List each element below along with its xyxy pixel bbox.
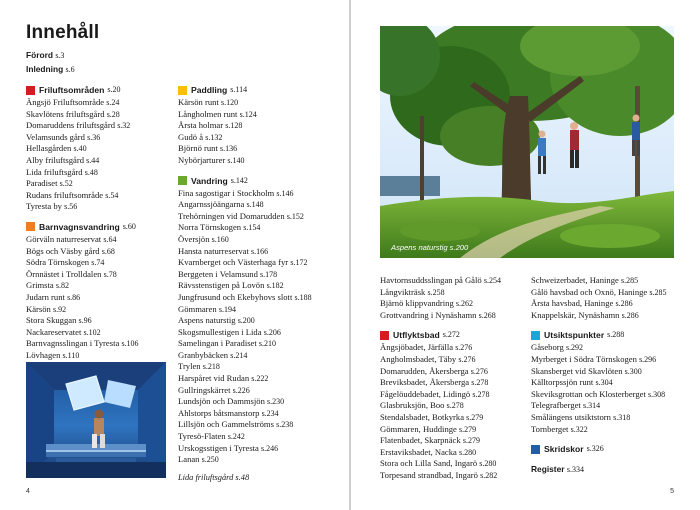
entry-page: s.234 [261,408,279,418]
toc-entry[interactable] [178,109,343,121]
entry-label: Havtornsuddsslingan på Gålö [380,275,482,285]
toc-entry[interactable] [531,275,696,287]
entry-label: Skeviksgrottan och Klosterberget [531,388,646,399]
section-heading-utflyktsbad[interactable] [380,329,540,341]
entry-label: Norra Törnskogen [178,222,242,233]
section-heading-utsiktspunkter[interactable] [531,329,696,341]
section-color-marker [26,222,35,231]
entry-page: s.262 [455,299,474,309]
entry-label: Smålängens utsiktstorn [531,411,611,422]
entry-page: s.206 [263,327,281,337]
entry-page: s.279 [466,412,484,422]
entry-page: s.64 [103,234,117,244]
entry-page: s.278 [471,378,489,388]
entry-label: Inledning [26,63,64,74]
entry-page: s.78 [103,269,117,279]
entry-page: s.210 [258,339,277,349]
toc-entry[interactable] [380,458,540,470]
entry-label: Tyresta by [26,201,62,212]
toc-column-left-2 [178,84,343,484]
entry-page: s.200 [237,316,255,326]
entry-page: s.194 [218,304,236,314]
toc-entry[interactable] [531,400,696,412]
entry-page: s.68 [101,246,115,256]
toc-entry[interactable] [178,419,343,431]
entry-label: Gudö å [178,131,204,142]
entry-page: s.128 [225,121,243,131]
section-page: s.272 [442,330,460,340]
entry-label: Örnnästet i Trolldalen [26,268,102,279]
front-matter [26,49,146,76]
entry-label: Paradiset [26,178,58,189]
entry-page: s.280 [459,447,477,457]
entry-label: Kärsön runt [178,97,219,107]
entry-page: s.56 [64,202,78,212]
entry-label: Breviksbadet, Åkersberga [380,377,470,388]
entry-page: s.148 [246,200,264,210]
toc-entry[interactable] [531,389,696,401]
section-page: s.326 [586,444,604,454]
entry-page: s.152 [286,211,304,221]
toc-entry[interactable] [26,327,176,339]
section-title: Barnvagnsvandring [39,221,120,232]
entry-page: s.276 [470,366,488,376]
toc-entry[interactable] [380,287,540,299]
entry-page: s.40 [73,144,87,154]
entry-page: s.24 [106,98,120,107]
entry-page: s.86 [67,292,81,302]
toc-entry[interactable] [178,304,343,316]
entry-label: Lida friluftsgård [26,166,83,177]
toc-entry[interactable] [26,143,176,155]
toc-entry[interactable] [26,178,176,190]
entry-page: s.222 [251,374,269,384]
toc-entry[interactable] [26,350,176,362]
entry-page: s.154 [243,223,261,233]
toc-entry[interactable] [380,310,540,322]
toc-entry[interactable] [178,257,343,269]
entry-label: Flatenbadet, Skarpnäck [380,435,461,446]
entry-page: s.188 [294,292,312,302]
entry-label: Alby friluftsgård [26,154,84,165]
entry-page: s.120 [220,98,239,107]
entry-label: Lanan [178,454,200,465]
entry-label: Gåseborg [531,342,564,353]
toc-entry[interactable] [26,280,176,292]
entry-label: Fina sagostigar i Stockholm [178,187,275,198]
front-entry-inledning[interactable] [26,63,146,77]
section-color-marker [380,331,389,340]
section-title: Vandring [191,175,228,186]
entry-label: Södra Törnskogen [26,257,90,268]
entry-label: Bjärnö klippvandring [380,298,454,309]
toc-entry[interactable] [531,298,696,310]
toc-entry[interactable] [26,120,176,132]
toc-entry[interactable] [178,269,343,281]
entry-page: s.322 [570,424,588,434]
entry-label: Skavlötens friluftsgård [26,108,105,119]
photo-lida-friluftsgard [26,362,166,478]
entry-page: s.300 [624,366,642,376]
entry-page: s.132 [205,132,223,142]
toc-entry[interactable] [178,211,343,223]
photo-caption: Aspens naturstig s.200 [391,243,469,252]
entry-label: Judarn runt [26,291,65,302]
entry-label: Lundsjön och Dammsjön [178,396,265,407]
entry-label: Tornberget [531,423,569,434]
toc-entry[interactable] [26,304,176,316]
entry-label: Trehörningen vid Domarudden [178,210,285,221]
entry-label: Velamsunds gård [26,131,85,142]
entry-page: s.28 [106,109,120,119]
toc-column-left-1 [26,84,176,361]
entry-page: s.92 [52,304,67,314]
toc-entry[interactable] [26,269,176,281]
entry-page: s.250 [201,455,219,465]
entry-label: Lillsjön och Gammelströms [178,419,274,430]
entry-page: s.48 [84,167,98,177]
front-entry-forord[interactable] [26,49,146,63]
page-number-right: 5 [670,488,674,495]
toc-entry[interactable] [26,257,176,269]
toc-entry[interactable] [531,354,696,366]
toc-entry[interactable] [178,373,343,385]
entry-label: Skogsmullestigen i Lida [178,326,262,337]
entry-label: Skansberget vid Skavlöten [531,365,623,376]
pool-illustration [26,362,166,478]
entry-label: Rudans friluftsområde [26,189,104,200]
toc-entry[interactable] [178,431,343,443]
entry-label: Domaruddens friluftsgård [26,120,116,131]
toc-entry[interactable] [380,366,540,378]
section-heading-skridskor[interactable] [531,443,696,455]
entry-label: Urskogsstigen i Tyresta [178,442,259,453]
toc-entry[interactable] [178,188,343,200]
toc-entry[interactable] [26,167,176,179]
section-heading-vandring[interactable] [178,175,343,187]
entry-label: Ahlstorps båtsmanstorp [178,407,260,418]
toc-entry[interactable] [380,470,540,482]
entry-page: s.285 [649,287,667,297]
entry-page: s.314 [582,401,601,411]
entry-page: s.160 [211,234,229,244]
section-heading-friluftsomraden[interactable] [26,84,176,96]
section-color-marker [26,86,35,95]
entry-label: Årsta havsbad, Haninge [531,298,614,309]
page-number-left: 4 [26,488,30,495]
toc-entry[interactable] [531,412,696,424]
entry-label: Källtorpssjön runt [531,377,594,388]
toc-entry[interactable] [178,396,343,408]
toc-entry[interactable] [380,298,540,310]
entry-page: s.278 [472,389,490,399]
entry-label: Årsta holmar [178,120,224,131]
entry-label: Erstaviksbadet, Nacka [380,446,457,457]
entry-label: Schweizerbadet, Haninge [531,275,619,285]
entry-label: Knappelskär, Nynäshamn [531,309,620,320]
entry-label: Stora Skuggan [26,315,77,326]
toc-entry[interactable] [531,366,696,378]
entry-page: s.166 [251,246,269,256]
section-title: Paddling [191,85,228,95]
toc-entry[interactable] [531,424,696,436]
entry-label: Aspens naturstig [178,315,236,326]
forest-illustration [380,26,674,258]
entry-page: s.36 [87,132,101,142]
entry-label: Angarnssjöängarna [178,199,245,210]
entry-page: s.3 [55,51,65,60]
toc-entry[interactable] [26,315,176,327]
entry-label: Harspåret vid Rudan [178,373,250,384]
entry-label: Kvarnberget och Västerhaga fyr [178,257,289,268]
entry-page: s.258 [427,287,445,297]
entry-label: Berggeten i Velamsund [178,268,258,279]
entry-page: s.246 [261,443,279,453]
toc-entry[interactable] [531,287,696,299]
entry-label: Lövhagen [26,349,61,360]
entry-label: Jungfrusund och Ekebyhovs slott [178,291,293,302]
entry-page: s.282 [480,470,498,480]
entry-label: Glasbruksjön, Boo [380,400,445,411]
section-heading-paddling[interactable] [178,84,343,96]
entry-label: Ängsjöbadet, Järfälla [380,342,454,353]
toc-entry[interactable] [178,97,343,109]
entry-label: Stendalsbadet, Botkyrka [380,411,465,422]
entry-page: s.276 [458,354,476,364]
toc-entry[interactable] [380,377,540,389]
page-title: Innehåll [26,22,100,43]
left-page [0,0,349,510]
section-heading-barnvagnsvandring[interactable] [26,221,176,233]
section-color-marker [178,86,187,95]
entry-page: s.54 [105,190,119,200]
entry-page: s.218 [202,362,220,372]
entry-page: s.172 [290,258,308,268]
entry-label: Gömmaren, Huddinge [380,423,457,434]
toc-entry[interactable] [178,454,343,466]
entry-label: Fågelöuddebadet, Lidingö [380,388,471,399]
entry-page: s.268 [478,310,496,320]
entry-label: Gömmaren [178,303,217,314]
entry-page: s.124 [239,109,257,119]
photo-aspens-naturstig [380,26,674,258]
section-color-marker [531,331,540,340]
entry-label: Ängsjö Friluftsområde [26,97,105,107]
entry-label: Grimsta [26,280,54,291]
entry-page: s.182 [266,281,284,291]
entry-label: Förord [26,50,53,60]
entry-label: Görväln naturreservat [26,233,102,244]
entry-label: Myrberget i Södra Törnskogen [531,353,637,364]
entry-label: Torpesand strandbad, Ingarö [380,469,478,480]
entry-page: s.242 [227,432,245,442]
section-page: s.114 [230,85,248,94]
toc-entry[interactable] [26,97,176,109]
toc-entry[interactable] [380,400,540,412]
entry-page: s.279 [459,424,477,434]
section-title: Utsiktspunkter [544,330,605,341]
toc-entry[interactable] [26,292,176,304]
toc-entry[interactable] [178,199,343,211]
entry-label: Gålö havsbad och Oxnö, Haninge [531,286,648,297]
entry-label: Långholmen runt [178,108,238,119]
entry-label: Hansta naturreservat [178,245,249,256]
toc-entry[interactable] [178,385,343,397]
section-page: s.288 [607,330,625,340]
toc-entry[interactable] [380,389,540,401]
entry-label: Samelingan i Paradiset [178,338,257,349]
section-color-marker [178,176,187,185]
entry-label: Angholmsbadet, Täby [380,353,457,364]
toc-entry[interactable] [380,354,540,366]
entry-page: s.278 [446,401,464,411]
entry-page: s.32 [117,121,131,131]
entry-page: s.276 [455,343,473,353]
right-page [351,0,700,510]
entry-label: Rävsstenstigen på Lovön [178,280,265,291]
entry-page: s.318 [613,412,631,422]
toc-entry[interactable] [380,435,540,447]
entry-page: s.82 [55,281,69,291]
toc-entry[interactable] [178,222,343,234]
toc-entry[interactable] [26,109,176,121]
entry-label: Nackareservatet [26,326,82,337]
toc-entry[interactable] [178,280,343,292]
entry-page: s.238 [276,420,294,430]
toc-entry[interactable] [26,132,176,144]
register-entry[interactable] [531,463,696,477]
toc-entry[interactable] [178,338,343,350]
section-title: Skridskor [544,444,584,455]
entry-label: Kärsön [26,303,51,314]
toc-entry[interactable] [380,447,540,459]
entry-label: Hellasgården [26,143,72,154]
entry-page: s.285 [620,276,639,285]
toc-column-right-2 [531,275,696,477]
photo-caption-lida: Lida friluftsgård s.48 [178,472,250,482]
section-title: Utflyktsbad [393,330,440,341]
entry-page: s.214 [230,350,248,360]
toc-entry[interactable] [26,338,176,350]
entry-label: Trylen [178,361,201,372]
entry-label: Barnvagnsslingan i Tyresta [26,338,120,349]
toc-entry[interactable] [178,155,343,167]
entry-page: s.334 [566,465,584,475]
toc-entry[interactable] [178,361,343,373]
section-color-marker [531,445,540,454]
toc-entry[interactable] [531,310,696,322]
toc-entry[interactable] [178,120,343,132]
toc-entry[interactable] [178,292,343,304]
toc-entry[interactable] [178,143,343,155]
entry-page: s.308 [648,389,666,399]
toc-entry[interactable] [26,190,176,202]
toc-entry[interactable] [531,377,696,389]
section-page: s.20 [107,85,121,94]
entry-page: s.286 [615,299,633,309]
entry-page: s.178 [260,269,278,279]
toc-entry[interactable] [178,408,343,420]
toc-entry[interactable] [178,350,343,362]
entry-label: Stora och Lilla Sand, Ingarö [380,458,478,469]
entry-page: s.286 [621,310,639,320]
entry-label: Tyresö-Flaten [178,431,226,442]
toc-entry[interactable] [26,234,176,246]
entry-page: s.52 [59,179,73,189]
entry-page: s.74 [91,258,105,268]
entry-page: s.230 [267,397,285,407]
section-title: Friluftsområden [39,85,105,95]
entry-page: s.44 [86,155,100,165]
toc-entry[interactable] [26,155,176,167]
entry-page: s.226 [232,385,250,395]
entry-label: Översjön [178,233,210,244]
toc-entry[interactable] [178,246,343,258]
entry-label: Gullringskärret [178,384,231,395]
entry-label: Nybörjarturer [178,154,226,165]
entry-label: Granbybäcken [178,349,229,360]
entry-label: Björnö runt [178,143,218,154]
toc-entry[interactable] [178,234,343,246]
toc-entry[interactable] [178,443,343,455]
entry-page: s.96 [78,316,92,326]
entry-page: s.110 [62,350,80,360]
entry-label: Grottvandring i Nynäshamn [380,309,477,320]
entry-page: s.254 [483,276,501,285]
toc-entry[interactable] [380,342,540,354]
entry-page: s.140 [227,155,245,165]
entry-page: s.106 [121,339,139,349]
toc-entry[interactable] [380,412,540,424]
entry-label: Telegrafberget [531,400,581,411]
section-page: s.142 [230,175,248,185]
entry-page: s.296 [639,354,657,364]
entry-page: s.102 [83,327,101,337]
toc-column-right-1 [380,275,540,482]
entry-label: Register [531,464,565,475]
toc-entry[interactable] [380,275,540,287]
entry-page: s.136 [220,144,238,154]
entry-label: Långvikträsk [380,286,426,297]
toc-entry[interactable] [380,424,540,436]
entry-page: s.292 [565,343,584,353]
entry-label: Domarudden, Åkersberga [380,365,469,376]
entry-label: Bögs och Väsby gård [26,245,100,256]
toc-entry[interactable] [178,132,343,144]
entry-page: s.146 [276,188,294,198]
toc-entry[interactable] [178,327,343,339]
entry-page: s.279 [462,436,480,446]
toc-entry[interactable] [178,315,343,327]
entry-page: s.304 [595,378,613,388]
toc-entry[interactable] [26,246,176,258]
toc-entry[interactable] [531,342,696,354]
entry-page: s.280 [479,459,497,469]
entry-page: s.6 [65,64,75,74]
toc-entry[interactable] [26,201,176,213]
section-page: s.60 [122,221,136,231]
